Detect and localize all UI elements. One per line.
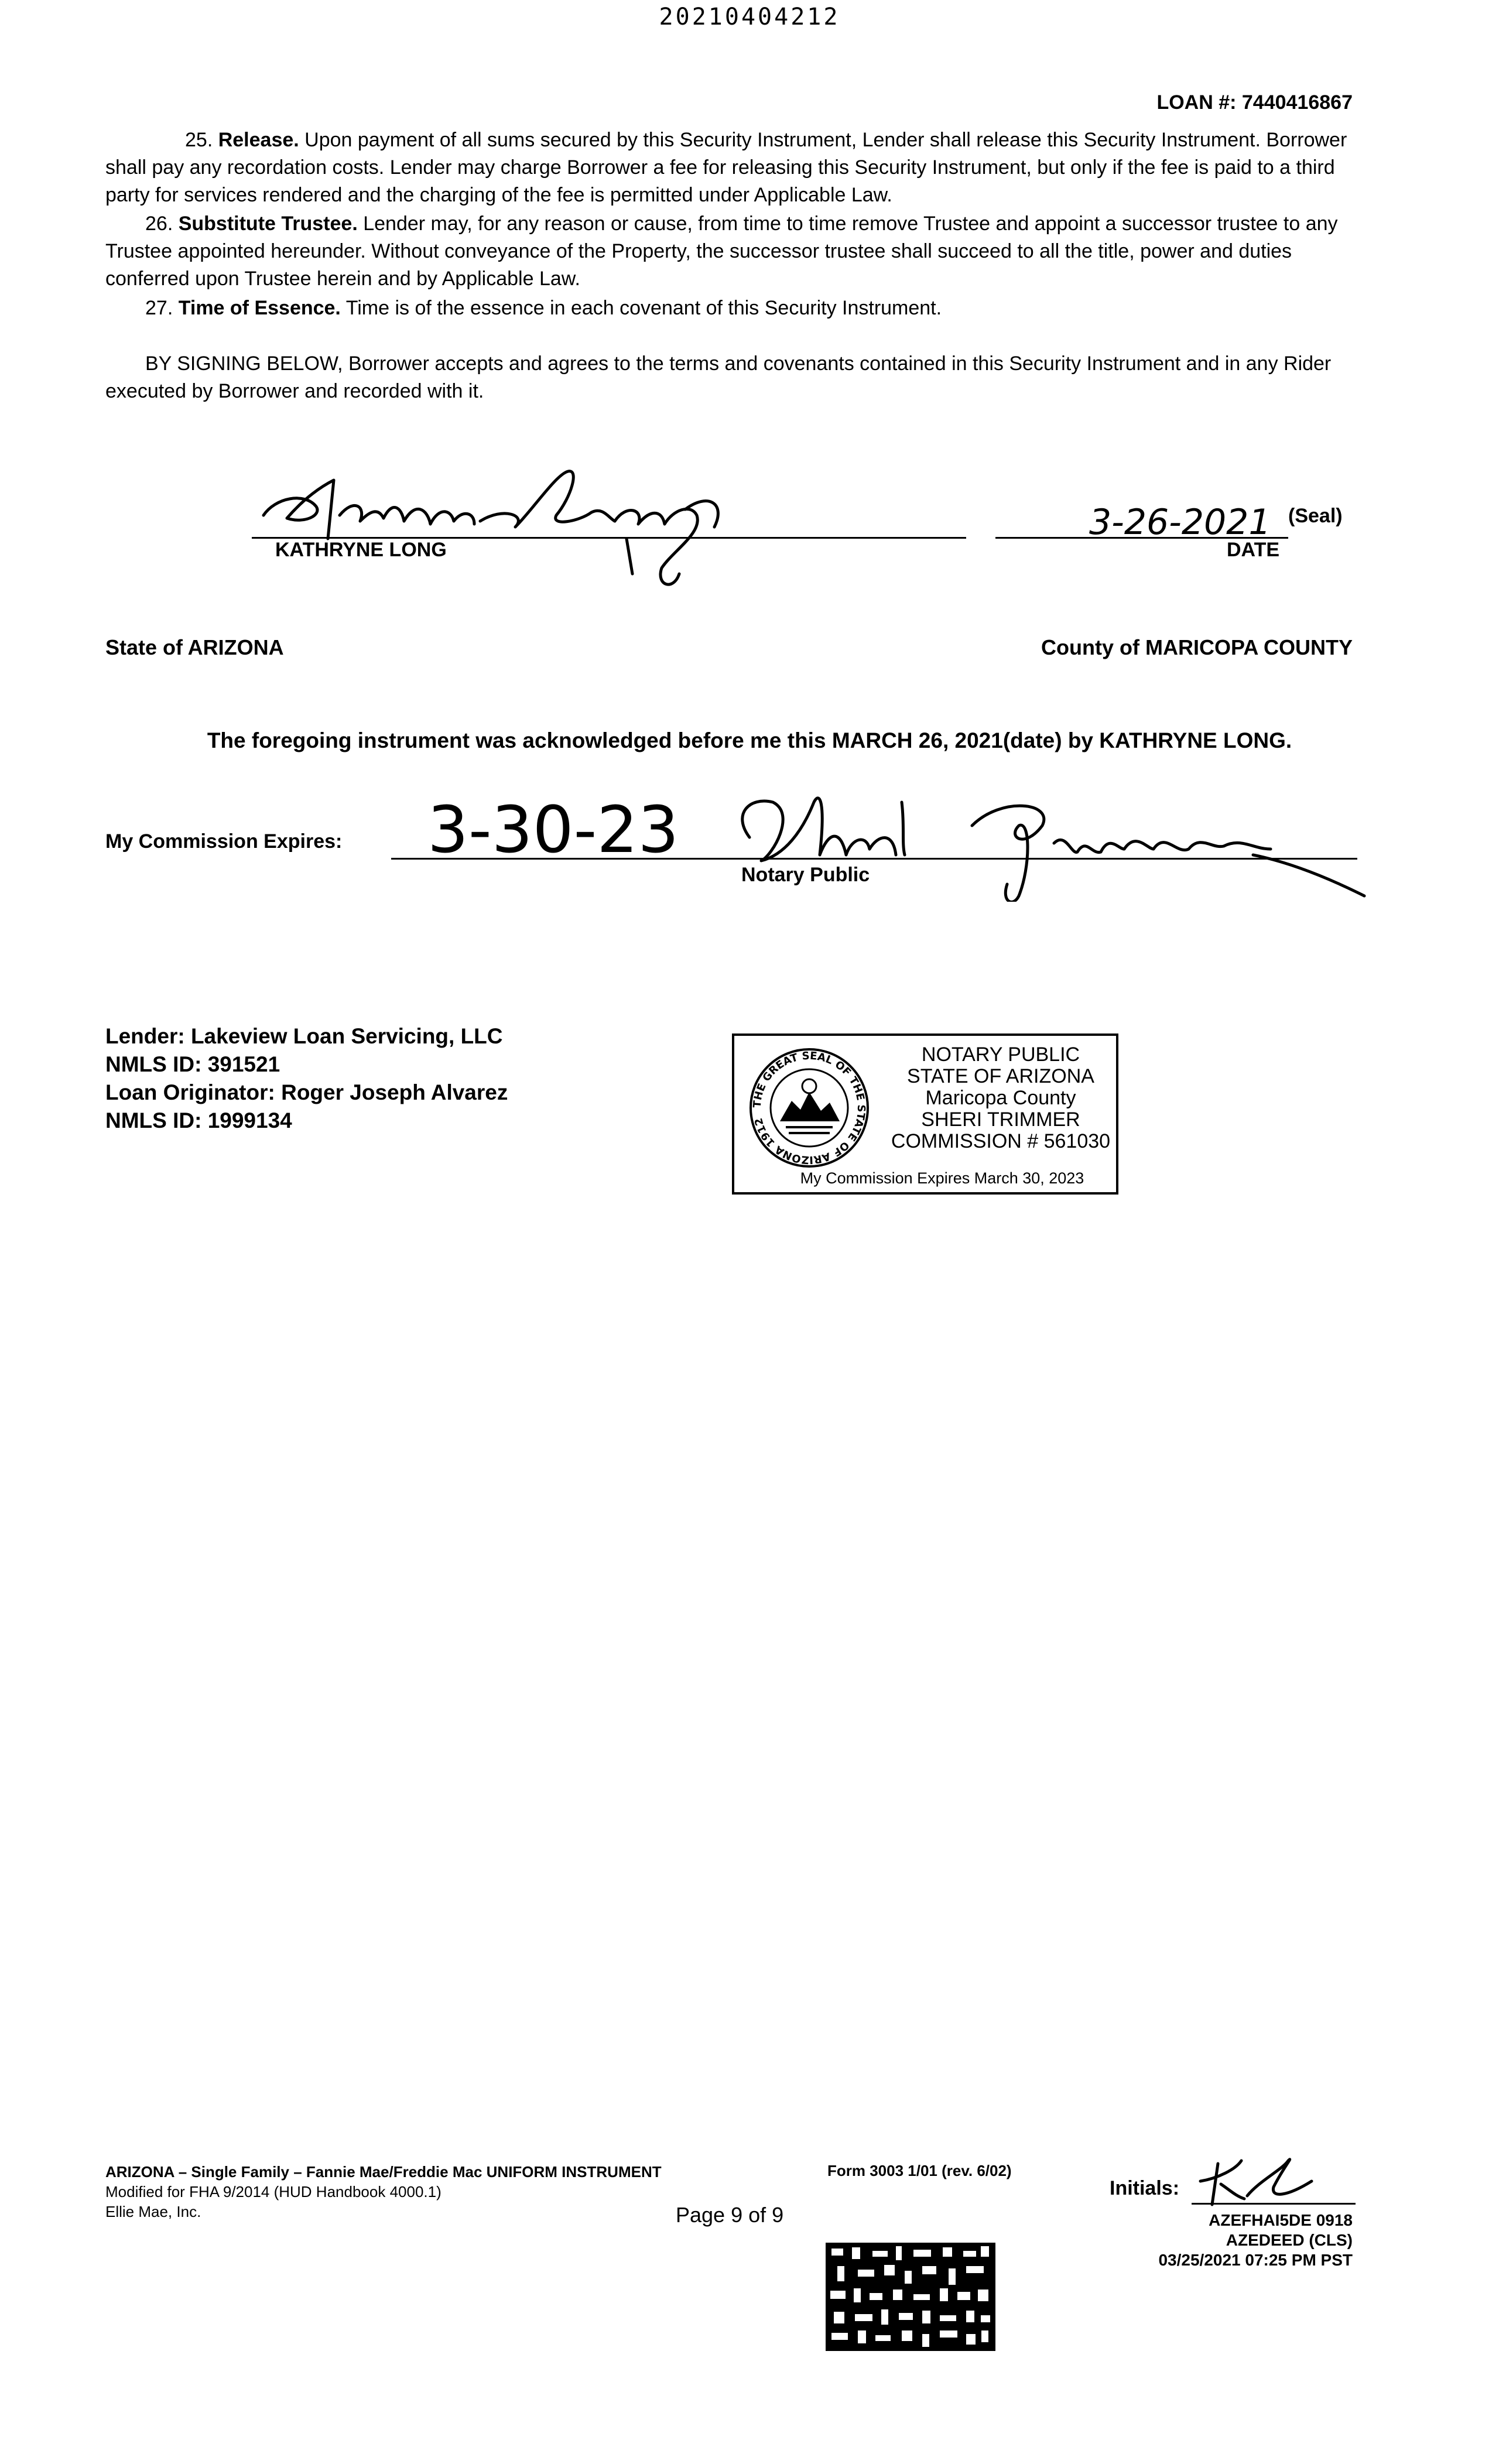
seal-label: (Seal) (1288, 505, 1343, 527)
release-paragraph (105, 126, 1353, 209)
acknowledgment-text: The foregoing instrument was acknowledged before me this MARCH 26, 2021(date) by KATHRYNE LONG. (207, 728, 1292, 752)
handwritten-date-text: 3-26-2021 (1089, 502, 1271, 542)
originator-nmls: NMLS ID: 1999134 (105, 1108, 292, 1132)
seal-emblem-text: THE GREAT SEAL OF THE STATE OF ARIZONA 1912 (751, 1049, 868, 1166)
form-code-1: AZEFHAI5DE 0918 (1209, 2211, 1353, 2229)
initials-label: Initials: (1110, 2177, 1180, 2199)
form-timestamp: 03/25/2021 07:25 PM PST (1158, 2251, 1353, 2269)
handwritten-commission-text: 3-30-23 (427, 796, 679, 861)
borrower-signature (252, 451, 732, 609)
handwritten-commission-date (422, 796, 714, 861)
footer-form-info (105, 2162, 662, 2222)
signing-paragraph (105, 350, 1353, 405)
borrower-name: KATHRYNE LONG (275, 539, 447, 561)
handwritten-date (1089, 498, 1312, 542)
substitute-trustee-paragraph (105, 210, 1353, 293)
essence-number: 27. (145, 297, 173, 319)
handwritten-initials (1195, 2146, 1323, 2210)
notary-seal-stamp (732, 1033, 1118, 1195)
seal-line-3: Maricopa County (925, 1087, 1076, 1109)
trustee-text: Lender may, for any reason or cause, from time to time remove Trustee and appoint a successor trustee to any Trustee appointed hereunder. Without conveyance of the Property, the successor trustee shall succeed to all the title, power and duties conferred upon Trustee herein and by Applicable Law. (105, 213, 1338, 290)
release-text: Upon payment of all sums secured by this Security Instrument, Lender shall release this Security Instrument. Borrower shall pay any recordation costs. Lender may charge Borrower a fee for releasing this Security Instrument, but only if the fee is paid to a third party for services rendered and the charging of the fee is permitted under Applicable Law. (105, 129, 1347, 206)
release-title: Release. (218, 129, 299, 151)
commission-label: My Commission Expires: (105, 830, 343, 853)
form-title: ARIZONA – Single Family – Fannie Mae/Freddie Mac UNIFORM INSTRUMENT (105, 2163, 662, 2181)
seal-line-1: NOTARY PUBLIC (921, 1043, 1080, 1066)
essence-title: Time of Essence. (178, 297, 341, 319)
signing-text: BY SIGNING BELOW, Borrower accepts and agrees to the terms and covenants contained in this Security Instrument and in any Rider executed by Borrower and recorded with it. (105, 353, 1332, 402)
seal-expiration: My Commission Expires March 30, 2023 (800, 1169, 1084, 1187)
trustee-title: Substitute Trustee. (178, 213, 358, 235)
county-label: County of MARICOPA COUNTY (1041, 635, 1353, 659)
release-number: 25. (185, 129, 213, 151)
loan-number: LOAN #: 7440416867 (1156, 91, 1353, 114)
form-company: Ellie Mae, Inc. (105, 2203, 201, 2220)
arizona-seal-emblem (745, 1045, 874, 1171)
lender-nmls: NMLS ID: 391521 (105, 1052, 280, 1076)
seal-line-2: STATE OF ARIZONA (907, 1065, 1094, 1087)
footer-codes (1158, 2210, 1353, 2270)
state-label: State of ARIZONA (105, 635, 284, 659)
essence-text: Time is of the essence in each covenant of this Security Instrument. (345, 297, 942, 319)
recording-number: 20210404212 (659, 4, 840, 30)
seal-line-4: SHERI TRIMMER (921, 1108, 1080, 1131)
form-modified: Modified for FHA 9/2014 (HUD Handbook 4000.1) (105, 2183, 442, 2201)
datamatrix-barcode (826, 2243, 995, 2351)
form-code-2: AZEDEED (CLS) (1226, 2231, 1353, 2249)
form-number: Form 3003 1/01 (rev. 6/02) (827, 2162, 1012, 2179)
loan-originator: Loan Originator: Roger Joseph Alvarez (105, 1080, 508, 1104)
trustee-number: 26. (145, 213, 173, 235)
seal-line-5: COMMISSION # 561030 (891, 1130, 1111, 1152)
time-of-essence-paragraph (105, 295, 1353, 322)
date-label: DATE (1227, 539, 1280, 561)
lender-block (105, 1022, 508, 1135)
page-number: Page 9 of 9 (676, 2203, 784, 2227)
lender-name: Lender: Lakeview Loan Servicing, LLC (105, 1024, 503, 1048)
notary-public-label: Notary Public (741, 864, 870, 886)
